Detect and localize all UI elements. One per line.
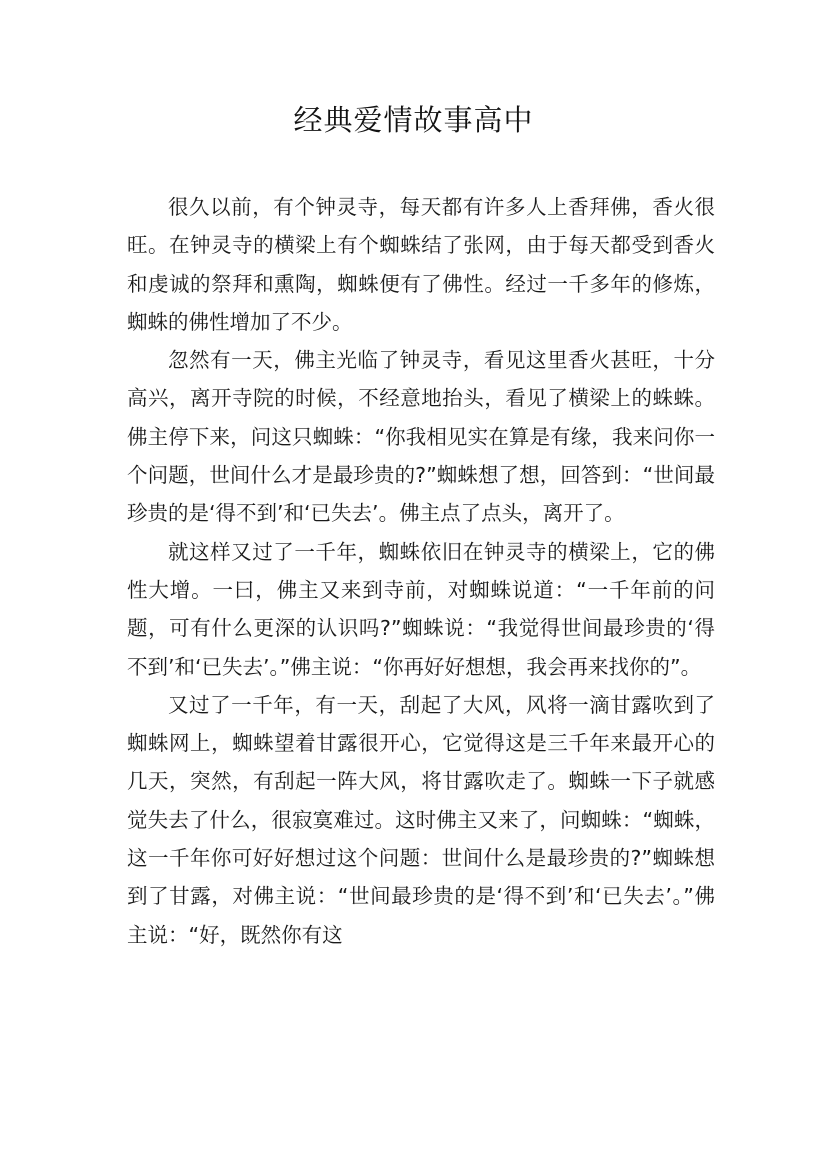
paragraph: 忽然有一天，佛主光临了钟灵寺，看见这里香火甚旺，十分高兴，离开寺院的时候，不经意地抬头，看见了横梁上的蛛蛛。佛主停下来，问这只蜘蛛：“你我相见实在算是有缘，我来问你一个问题，世间什么才是最珍贵的?”蜘蛛想了想，回答到：“世间最珍贵的是‘得不到’和‘已失去’。佛主点了点头，离开了。 [127,348,715,526]
document-title: 经典爱情故事高中 [293,103,534,137]
paragraph: 就这样又过了一千年，蜘蛛依旧在钟灵寺的横梁上，它的佛性大增。一曰，佛主又来到寺前，对蜘蛛说道：“一千年前的问题，可有什么更深的认识吗?”蜘蛛说：“我觉得世间最珍贵的‘得不到’和‘已失去’。”佛主说：“你再好好想想，我会再来找你的”。 [127,539,715,679]
paragraph: 很久以前，有个钟灵寺，每天都有许多人上香拜佛，香火很旺。在钟灵寺的横梁上有个蜘蛛结了张网，由于每天都受到香火和虔诚的祭拜和熏陶，蜘蛛便有了佛性。经过一千多年的修炼，蜘蛛的佛性增加了不少。 [127,195,715,334]
document-body [127,188,715,954]
paragraph: 又过了一千年，有一天，刮起了大风，风将一滴甘露吹到了蜘蛛网上，蜘蛛望着甘露很开心，它觉得这是三千年来最开心的几天，突然，有刮起一阵大风，将甘露吹走了。蜘蛛一下子就感觉失去了什么，很寂寞难过。这时佛主又来了，问蜘蛛：“蜘蛛，这一千年你可好好想过这个问题：世间什么是最珍贵的?”蜘蛛想到了甘露，对佛主说：“世间最珍贵的是‘得不到’和‘已失去’。”佛主说：“好，既然你有这 [127,692,715,947]
